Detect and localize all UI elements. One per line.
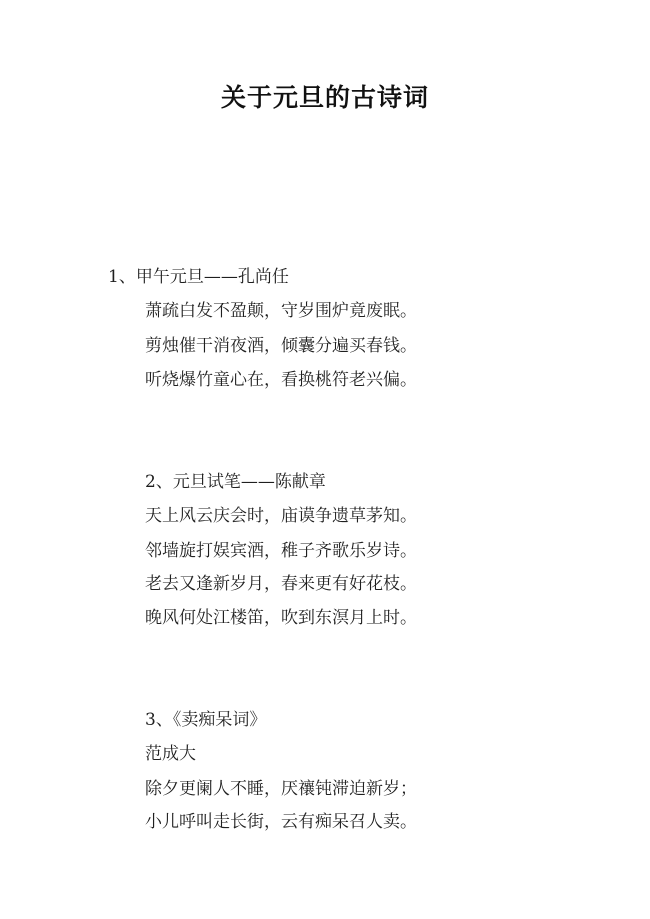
poem-line: 萧疏白发不盈颠，守岁围炉竟废眠。 bbox=[145, 301, 417, 321]
poem-line: 老去又逢新岁月，春来更有好花枝。 bbox=[145, 574, 417, 594]
poem-heading: 1、甲午元旦——孔尚任 bbox=[108, 267, 289, 287]
poem-line: 小儿呼叫走长街，云有痴呆召人卖。 bbox=[145, 812, 417, 832]
poem-line: 天上风云庆会时，庙谟争遗草茅知。 bbox=[145, 506, 417, 526]
poem-line: 剪烛催干消夜酒，倾囊分遍买春钱。 bbox=[145, 336, 417, 356]
poem-line: 晚风何处江楼笛，吹到东溟月上时。 bbox=[145, 608, 417, 628]
poem-heading: 3、《卖痴呆词》 bbox=[145, 710, 267, 730]
poem-author: 范成大 bbox=[145, 744, 196, 764]
poem-line: 除夕更阑人不睡，厌禳钝滞迫新岁； bbox=[145, 779, 417, 799]
page-title: 关于元旦的古诗词 bbox=[220, 83, 429, 112]
poem-heading: 2、元旦试笔——陈献章 bbox=[145, 472, 326, 492]
poem-line: 听烧爆竹童心在，看换桃符老兴偏。 bbox=[145, 370, 417, 390]
poem-line: 邻墙旋打娱宾酒，稚子齐歌乐岁诗。 bbox=[145, 541, 417, 561]
